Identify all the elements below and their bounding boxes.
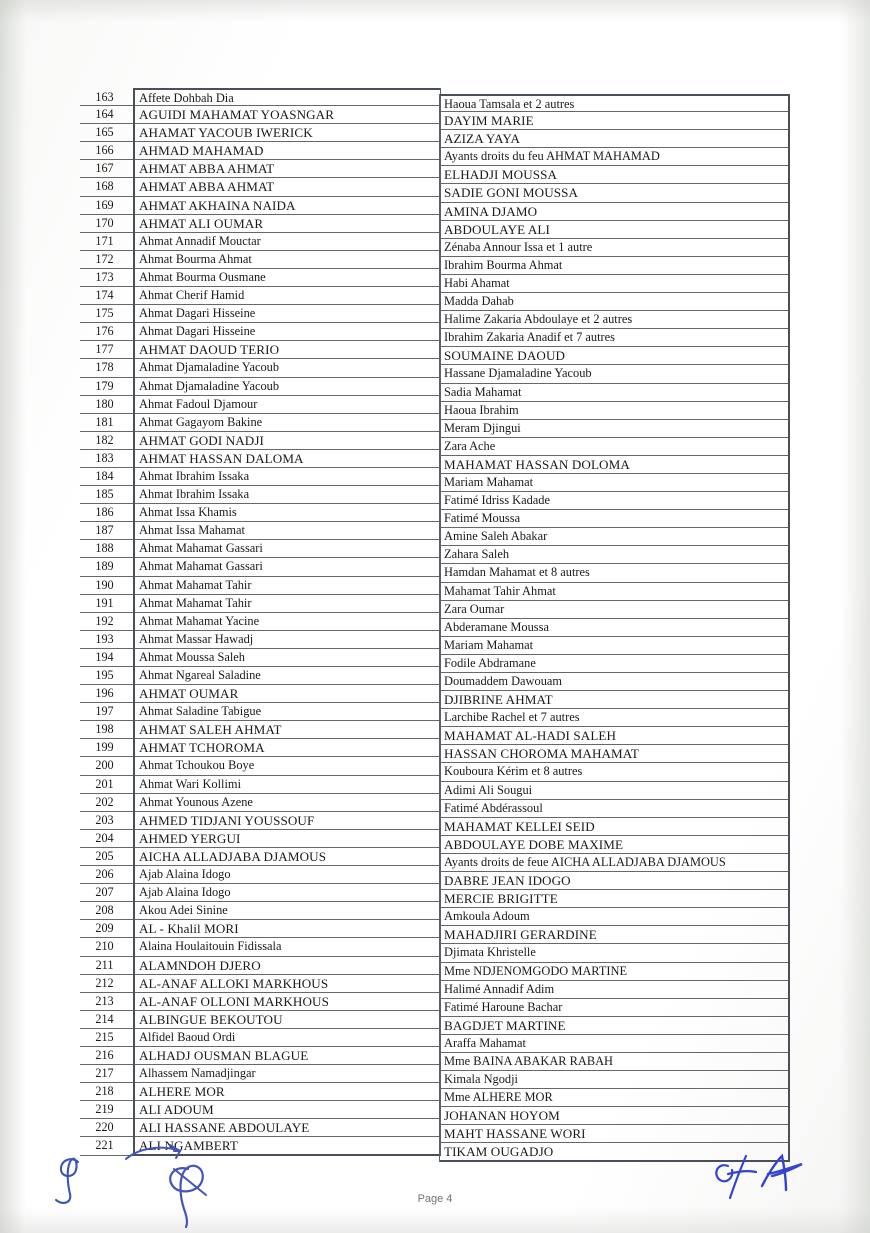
table-row-number: 207 [80,884,133,902]
table-row-number: 183 [80,450,133,468]
table-cell-beneficiary: DAYIM MARIE [440,112,788,130]
table-row-number: 196 [80,685,133,703]
table-cell-name: AHMAD MAHAMAD [135,142,440,160]
table-row-number: 211 [80,957,133,975]
table-row-number: 164 [80,106,133,124]
table-cell-beneficiary: Zahara Saleh [440,546,788,564]
table-cell-name: Ahmat Wari Kollimi [135,776,440,794]
table-cell-beneficiary: JOHANAN HOYOM [440,1107,788,1125]
table-cell-name: Ahmat Ibrahim Issaka [135,486,440,504]
table-cell-beneficiary: MERCIE BRIGITTE [440,890,788,908]
table-row-number: 202 [80,794,133,812]
table-cell-name: AL - Khalil MORI [135,920,440,938]
table-cell-beneficiary: ELHADJI MOUSSA [440,166,788,184]
table-cell-name: Ahmat Dagari Hisseine [135,323,440,341]
table-row-number: 206 [80,866,133,884]
table-row-number: 175 [80,305,133,323]
table-cell-name: AHMAT GODI NADJI [135,432,440,450]
table-cell-beneficiary: Ibrahim Bourma Ahmat [440,257,788,275]
table-cell-name: Alfidel Baoud Ordi [135,1029,440,1047]
table-column-row-number [80,88,133,1156]
table-cell-name: Ahmat Issa Khamis [135,504,440,522]
table-cell-beneficiary: Haoua Ibrahim [440,402,788,420]
table-cell-name: AHMED YERGUI [135,830,440,848]
table-cell-name: ALBINGUE BEKOUTOU [135,1011,440,1029]
table-cell-name: Ahmat Djamaladine Yacoub [135,359,440,377]
table-row-number: 172 [80,251,133,269]
table-row-number: 203 [80,812,133,830]
table-row-number: 221 [80,1137,133,1155]
table-cell-beneficiary: Adimi Ali Sougui [440,782,788,800]
table-cell-beneficiary: Hamdan Mahamat et 8 autres [440,564,788,582]
table-cell-beneficiary: Fatimé Idriss Kadade [440,492,788,510]
table-column-name [133,88,441,1156]
table-cell-beneficiary: Fodile Abdramane [440,655,788,673]
table-cell-name: Ahmat Bourma Ousmane [135,269,440,287]
table-row-number: 192 [80,613,133,631]
table-row-number: 188 [80,540,133,558]
table-cell-beneficiary: SOUMAINE DAOUD [440,347,788,365]
table-cell-name: Ajab Alaina Idogo [135,884,440,902]
table-cell-beneficiary: Zara Ache [440,438,788,456]
table-cell-name: AHMAT AKHAINA NAIDA [135,197,440,215]
scan-edge-bottom [0,1207,870,1233]
table-cell-beneficiary: MAHAMAT HASSAN DOLOMA [440,456,788,474]
table-row-number: 214 [80,1011,133,1029]
table-cell-beneficiary: DABRE JEAN IDOGO [440,872,788,890]
table-row-number: 208 [80,902,133,920]
table-cell-beneficiary: Kimala Ngodji [440,1071,788,1089]
table-cell-beneficiary: MAHT HASSANE WORI [440,1125,788,1143]
table-cell-name: Ahmat Mahamat Gassari [135,540,440,558]
table-cell-name: Ahmat Mahamat Tahir [135,595,440,613]
table-cell-name: Ahmat Tchoukou Boye [135,757,440,775]
table-cell-beneficiary: Doumaddem Dawouam [440,673,788,691]
table-cell-name: Ahmat Gagayom Bakine [135,414,440,432]
scan-edge-top [0,0,870,22]
table-cell-beneficiary: Mme BAINA ABAKAR RABAH [440,1053,788,1071]
table-cell-beneficiary: Zara Oumar [440,601,788,619]
table-row-number: 184 [80,468,133,486]
table-row-number: 168 [80,178,133,196]
table-cell-name: Alaina Houlaitouin Fidissala [135,938,440,956]
table-cell-name: Ahmat Bourma Ahmat [135,251,440,269]
table-cell-beneficiary: DJIBRINE AHMAT [440,691,788,709]
table-cell-beneficiary: Sadia Mahamat [440,384,788,402]
table-row-number: 177 [80,341,133,359]
table-row-number: 181 [80,414,133,432]
table-row-number: 198 [80,721,133,739]
table-cell-name: AHMAT OUMAR [135,685,440,703]
table-cell-beneficiary: Meram Djingui [440,420,788,438]
table-cell-beneficiary: Abderamane Moussa [440,619,788,637]
table-cell-beneficiary: Fatimé Haroune Bachar [440,999,788,1017]
table-row-number: 199 [80,739,133,757]
table-cell-name: Ahmat Issa Mahamat [135,522,440,540]
table-row-number: 205 [80,848,133,866]
page-number: Page 4 [417,1193,453,1205]
table-cell-name: AHMAT TCHOROMA [135,739,440,757]
table-cell-beneficiary: Mariam Mahamat [440,637,788,655]
table-cell-beneficiary: Fatimé Moussa [440,510,788,528]
table-cell-name: AL-ANAF OLLONI MARKHOUS [135,993,440,1011]
table-row-number: 216 [80,1047,133,1065]
table-row-number: 165 [80,124,133,142]
table-cell-name: Ahmat Mahamat Yacine [135,613,440,631]
table-row-number: 163 [80,88,133,106]
table-cell-name: Ahmat Dagari Hisseine [135,305,440,323]
table-cell-beneficiary: Larchibe Rachel et 7 autres [440,709,788,727]
table-cell-name: AHMAT ABBA AHMAT [135,160,440,178]
table-row-number: 167 [80,160,133,178]
table-row-number: 210 [80,938,133,956]
table-column-beneficiary [439,94,790,1162]
table-cell-beneficiary: Madda Dahab [440,293,788,311]
table-cell-name: Ahmat Ibrahim Issaka [135,468,440,486]
table-cell-name: AHMED TIDJANI YOUSSOUF [135,812,440,830]
table-cell-beneficiary: Djimata Khristelle [440,944,788,962]
table-cell-beneficiary: BAGDJET MARTINE [440,1017,788,1035]
table-cell-name: AHMAT ALI OUMAR [135,215,440,233]
table-cell-beneficiary: AMINA DJAMO [440,203,788,221]
table-row-number: 204 [80,830,133,848]
table-cell-name: ALAMNDOH DJERO [135,957,440,975]
table-cell-beneficiary: SADIE GONI MOUSSA [440,184,788,202]
table-cell-name: AHMAT HASSAN DALOMA [135,450,440,468]
table-cell-beneficiary: Haoua Tamsala et 2 autres [440,94,788,112]
table-cell-beneficiary: Kouboura Kérim et 8 autres [440,763,788,781]
table-row-number: 200 [80,757,133,775]
table-cell-beneficiary: Hassane Djamaladine Yacoub [440,365,788,383]
table-row-number: 217 [80,1065,133,1083]
table-row-number: 190 [80,577,133,595]
table-cell-name: ALI NGAMBERT [135,1137,440,1155]
table-row-number: 174 [80,287,133,305]
table-cell-beneficiary: Halimé Annadif Adim [440,981,788,999]
table-cell-name: Ahmat Annadif Mouctar [135,233,440,251]
table-row-number: 185 [80,486,133,504]
scan-edge-right [840,0,870,1233]
table-cell-name: AICHA ALLADJABA DJAMOUS [135,848,440,866]
table-cell-name: Ahmat Mahamat Gassari [135,558,440,576]
table-cell-name: Ahmat Djamaladine Yacoub [135,378,440,396]
table-cell-beneficiary: Mariam Mahamat [440,474,788,492]
table-cell-beneficiary: Halime Zakaria Abdoulaye et 2 autres [440,311,788,329]
table-cell-beneficiary: Habi Ahamat [440,275,788,293]
table-row-number: 195 [80,667,133,685]
table-cell-beneficiary: Fatimé Abdérassoul [440,800,788,818]
table-row-number: 166 [80,142,133,160]
table-cell-name: AHAMAT YACOUB IWERICK [135,124,440,142]
table-cell-beneficiary: Mme NDJENOMGODO MARTINE [440,963,788,981]
table-row-number: 169 [80,197,133,215]
table-cell-name: AHMAT ABBA AHMAT [135,178,440,196]
table-cell-name: Ajab Alaina Idogo [135,866,440,884]
table-cell-beneficiary: Amine Saleh Abakar [440,528,788,546]
table-row-number: 178 [80,359,133,377]
table-row-number: 201 [80,776,133,794]
table-cell-beneficiary: Ayants droits de feue AICHA ALLADJABA DJAMOUS [440,854,788,872]
table-row-number: 197 [80,703,133,721]
table-cell-name: AGUIDI MAHAMAT YOASNGAR [135,106,440,124]
table-cell-name: Ahmat Fadoul Djamour [135,396,440,414]
beneficiary-table [80,88,792,1160]
table-cell-name: ALI HASSANE ABDOULAYE [135,1119,440,1137]
table-cell-name: AHMAT DAOUD TERIO [135,341,440,359]
table-row-number: 212 [80,975,133,993]
table-cell-name: ALHERE MOR [135,1083,440,1101]
table-row-number: 171 [80,233,133,251]
table-row-number: 170 [80,215,133,233]
table-cell-name: ALHADJ OUSMAN BLAGUE [135,1047,440,1065]
table-row-number: 189 [80,558,133,576]
table-row-number: 187 [80,522,133,540]
table-cell-beneficiary: Zénaba Annour Issa et 1 autre [440,239,788,257]
table-cell-name: Ahmat Saladine Tabigue [135,703,440,721]
table-cell-beneficiary: Mme ALHERE MOR [440,1089,788,1107]
table-row-number: 194 [80,649,133,667]
table-row-number: 220 [80,1119,133,1137]
table-cell-beneficiary: MAHADJIRI GERARDINE [440,926,788,944]
table-cell-beneficiary: Amkoula Adoum [440,908,788,926]
table-row-number: 213 [80,993,133,1011]
table-cell-name: Ahmat Mahamat Tahir [135,577,440,595]
table-row-number: 182 [80,432,133,450]
table-cell-name: Ahmat Ngareal Saladine [135,667,440,685]
table-row-number: 180 [80,396,133,414]
signature-left [48,1148,118,1218]
table-row-number: 179 [80,378,133,396]
table-row-number: 215 [80,1029,133,1047]
table-cell-beneficiary: Araffa Mahamat [440,1035,788,1053]
table-cell-beneficiary: AZIZA YAYA [440,130,788,148]
table-cell-name: Ahmat Cherif Hamid [135,287,440,305]
table-cell-name: Ahmat Moussa Saleh [135,649,440,667]
table-cell-beneficiary: MAHAMAT KELLEI SEID [440,818,788,836]
table-cell-name: Affete Dohbah Dia [135,88,440,106]
table-cell-beneficiary: Ayants droits du feu AHMAT MAHAMAD [440,148,788,166]
table-cell-name: ALI ADOUM [135,1101,440,1119]
table-row-number: 218 [80,1083,133,1101]
table-row-number: 176 [80,323,133,341]
table-cell-beneficiary: ABDOULAYE ALI [440,221,788,239]
table-row-number: 191 [80,595,133,613]
signature-middle [118,1143,248,1228]
table-cell-name: AL-ANAF ALLOKI MARKHOUS [135,975,440,993]
table-cell-beneficiary: Mahamat Tahir Ahmat [440,583,788,601]
table-cell-beneficiary: ABDOULAYE DOBE MAXIME [440,836,788,854]
table-cell-beneficiary: TIKAM OUGADJO [440,1143,788,1161]
table-row-number: 173 [80,269,133,287]
table-cell-name: Ahmat Massar Hawadj [135,631,440,649]
table-row-number: 219 [80,1101,133,1119]
scan-edge-left [0,0,26,1233]
table-cell-name: Ahmat Younous Azene [135,794,440,812]
table-row-number: 209 [80,920,133,938]
table-row-number: 186 [80,504,133,522]
table-cell-name: Alhassem Namadjingar [135,1065,440,1083]
table-row-number: 193 [80,631,133,649]
table-cell-beneficiary: HASSAN CHOROMA MAHAMAT [440,745,788,763]
table-cell-name: AHMAT SALEH AHMAT [135,721,440,739]
table-cell-name: Akou Adei Sinine [135,902,440,920]
table-cell-beneficiary: MAHAMAT AL-HADI SALEH [440,727,788,745]
table-cell-beneficiary: Ibrahim Zakaria Anadif et 7 autres [440,329,788,347]
